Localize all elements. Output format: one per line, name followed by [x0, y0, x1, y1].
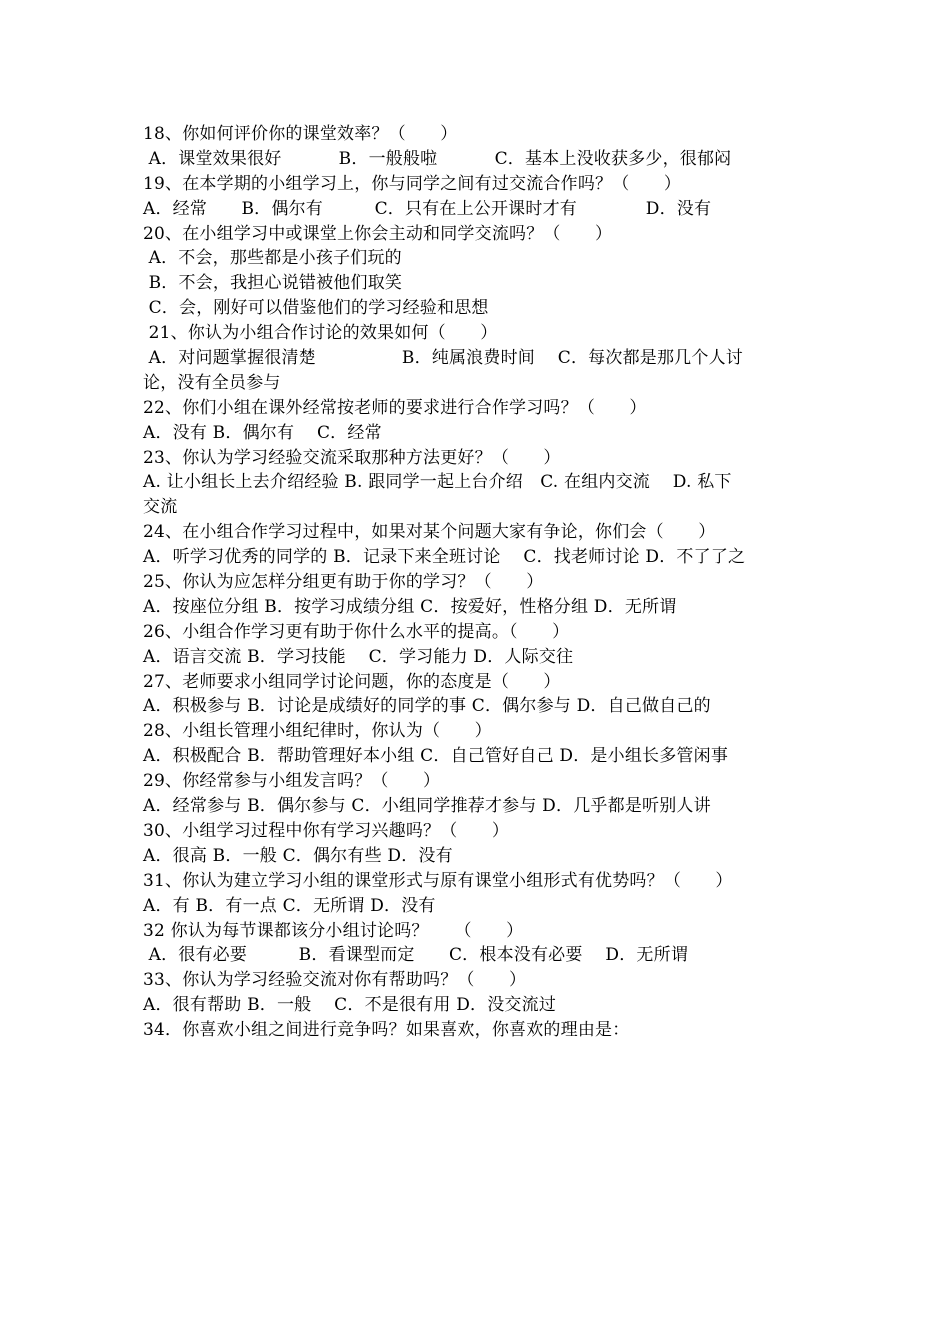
question-26: 26、小组合作学习更有助于你什么水平的提高。（ ）	[143, 621, 570, 642]
question-list	[143, 122, 823, 1043]
question-28-options: A．积极配合 B．帮助管理好本小组 C．自己管好自己 D．是小组长多管闲事	[143, 746, 729, 767]
question-31: 31、你认为建立学习小组的课堂形式与原有课堂小组形式有优势吗？（ ）	[143, 870, 733, 891]
question-20-option-b: B．不会，我担心说错被他们取笑	[143, 273, 403, 294]
question-32: 32 你认为每节课都该分小组讨论吗？ （ ）	[143, 920, 524, 941]
question-22-options: A．没有 B．偶尔有 C．经常	[143, 422, 382, 443]
question-30-options: A．很高 B．一般 C．偶尔有些 D．没有	[143, 845, 453, 866]
question-28: 28、小组长管理小组纪律时，你认为（ ）	[143, 721, 492, 742]
question-18-options: A．课堂效果很好 B．一般般啦 C．基本上没收获多少，很郁闷	[143, 148, 732, 169]
question-34: 34．你喜欢小组之间进行竞争吗？如果喜欢，你喜欢的理由是：	[143, 1020, 630, 1041]
question-27: 27、老师要求小组同学讨论问题，你的态度是（ ）	[143, 671, 561, 692]
question-25: 25、你认为应怎样分组更有助于你的学习？（ ）	[143, 572, 544, 593]
question-23-options: A. 让小组长上去介绍经验 B. 跟同学一起上台介绍 C. 在组内交流 D. 私下	[143, 472, 732, 493]
question-24-options: A．听学习优秀的同学的 B．记录下来全班讨论 C．找老师讨论 D．不了了之	[143, 547, 746, 568]
question-21-options-cont: 论，没有全员参与	[143, 372, 281, 393]
question-22: 22、你们小组在课外经常按老师的要求进行合作学习吗？（ ）	[143, 397, 647, 418]
question-24: 24、在小组合作学习过程中，如果对某个问题大家有争论，你们会（ ）	[143, 522, 716, 543]
question-21-options: A．对问题掌握很清楚 B．纯属浪费时间 C．每次都是那几个人讨	[143, 348, 743, 369]
question-25-options: A．按座位分组 B．按学习成绩分组 C．按爱好，性格分组 D．无所谓	[143, 596, 677, 617]
question-21: 21、你认为小组合作讨论的效果如何（ ）	[143, 323, 498, 344]
question-33-options: A．很有帮助 B．一般 C．不是很有用 D．没交流过	[143, 995, 557, 1016]
question-20-option-a: A．不会，那些都是小孩子们玩的	[143, 248, 402, 269]
question-19-options: A．经常 B．偶尔有 C．只有在上公开课时才有 D．没有	[143, 198, 712, 219]
question-31-options: A．有 B．有一点 C．无所谓 D．没有	[143, 895, 436, 916]
question-32-options: A．很有必要 B．看课型而定 C．根本没有必要 D．无所谓	[143, 945, 689, 966]
question-30: 30、小组学习过程中你有学习兴趣吗？（ ）	[143, 820, 510, 841]
question-29: 29、你经常参与小组发言吗？（ ）	[143, 771, 441, 792]
question-26-options: A．语言交流 B．学习技能 C．学习能力 D．人际交往	[143, 646, 574, 667]
question-20-option-c: C．会，刚好可以借鉴他们的学习经验和思想	[143, 298, 489, 319]
question-18: 18、你如何评价你的课堂效率？（ ）	[143, 124, 458, 144]
question-29-options: A．经常参与 B．偶尔参与 C．小组同学推荐才参与 D．几乎都是听别人讲	[143, 796, 711, 817]
question-23: 23、你认为学习经验交流采取那种方法更好？（ ）	[143, 447, 561, 468]
question-27-options: A．积极参与 B．讨论是成绩好的同学的事 C．偶尔参与 D．自己做自己的	[143, 696, 711, 717]
question-19: 19、在本学期的小组学习上，你与同学之间有过交流合作吗？（ ）	[143, 173, 682, 194]
question-33: 33、你认为学习经验交流对你有帮助吗？（ ）	[143, 970, 527, 991]
question-23-options-cont: 交流	[143, 497, 178, 518]
question-20: 20、在小组学习中或课堂上你会主动和同学交流吗？（ ）	[143, 223, 613, 244]
